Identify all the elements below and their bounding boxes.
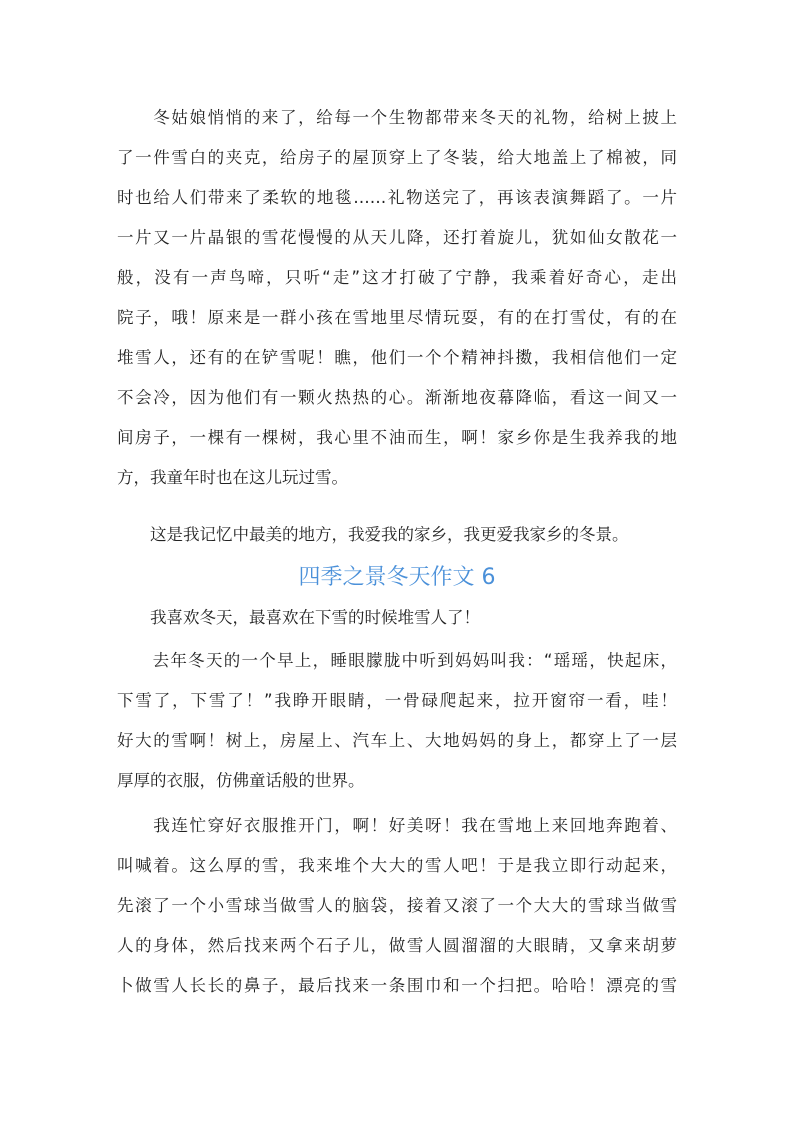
text-line: 去年冬天的一个早上，睡眼朦胧中听到妈妈叫我：“瑶瑶，快起床， [117,651,677,670]
text-line: 方，我童年时也在这儿玩过雪。 [117,468,348,487]
text-line: 我连忙穿好衣服推开门，啊！好美呀！我在雪地上来回地奔跑着、 [117,816,677,835]
text-line: 一片又一片晶银的雪花慢慢的从天儿降，还打着旋儿，犹如仙女散花一 [117,228,677,247]
text-line: 了一件雪白的夹克，给房子的屋顶穿上了冬装，给大地盖上了棉被，同 [117,148,677,167]
text-line: 下雪了，下雪了！”我睁开眼睛，一骨碌爬起来，拉开窗帘一看，哇！ [117,691,677,710]
text-line: 堆雪人，还有的在铲雪呢！瞧，他们一个个精神抖擞，我相信他们一定 [117,348,677,367]
text-line: 我喜欢冬天，最喜欢在下雪的时候堆雪人了！ [117,608,480,627]
paragraph-morning [117,641,677,801]
text-line: 院子，哦！原来是一群小孩在雪地里尽情玩耍，有的在打雪仗，有的在 [117,308,677,327]
paragraph-snowman [117,806,677,1006]
text-line: 叫喊着。这么厚的雪，我来堆个大大的雪人吧！于是我立即行动起来， [117,856,677,875]
text-line: 不会冷，因为他们有一颗火热热的心。渐渐地夜幕降临，看这一间又一 [117,388,677,407]
paragraph-like-winter [117,598,677,638]
text-line: 好大的雪啊！树上，房屋上、汽车上、大地妈妈的身上，都穿上了一层 [117,731,677,750]
paragraph-memory [117,515,677,555]
text-line: 冬姑娘悄悄的来了，给每一个生物都带来冬天的礼物，给树上披上 [117,108,677,127]
text-line: 厚厚的衣服，仿佛童话般的世界。 [117,771,365,790]
text-line: 人的身体，然后找来两个石子儿，做雪人圆溜溜的大眼睛，又拿来胡萝 [117,936,677,955]
text-line: 先滚了一个小雪球当做雪人的脑袋，接着又滚了一个大大的雪球当做雪 [117,896,677,915]
text-line: 卜做雪人长长的鼻子，最后找来一条围巾和一个扫把。哈哈！漂亮的雪 [117,976,677,995]
text-line: 般，没有一声鸟啼，只听“走”这才打破了宁静，我乘着好奇心，走出 [117,268,677,287]
text-line: 时也给人们带来了柔软的地毯……礼物送完了，再该表演舞蹈了。一片 [117,188,677,207]
paragraph-winter-girl [117,98,677,498]
text-line: 这是我记忆中最美的地方，我爱我的家乡，我更爱我家乡的冬景。 [117,525,629,544]
section-title: 四季之景冬天作文 6 [298,565,496,590]
text-line: 间房子，一棵有一棵树，我心里不油而生，啊！家乡你是生我养我的地 [117,428,677,447]
